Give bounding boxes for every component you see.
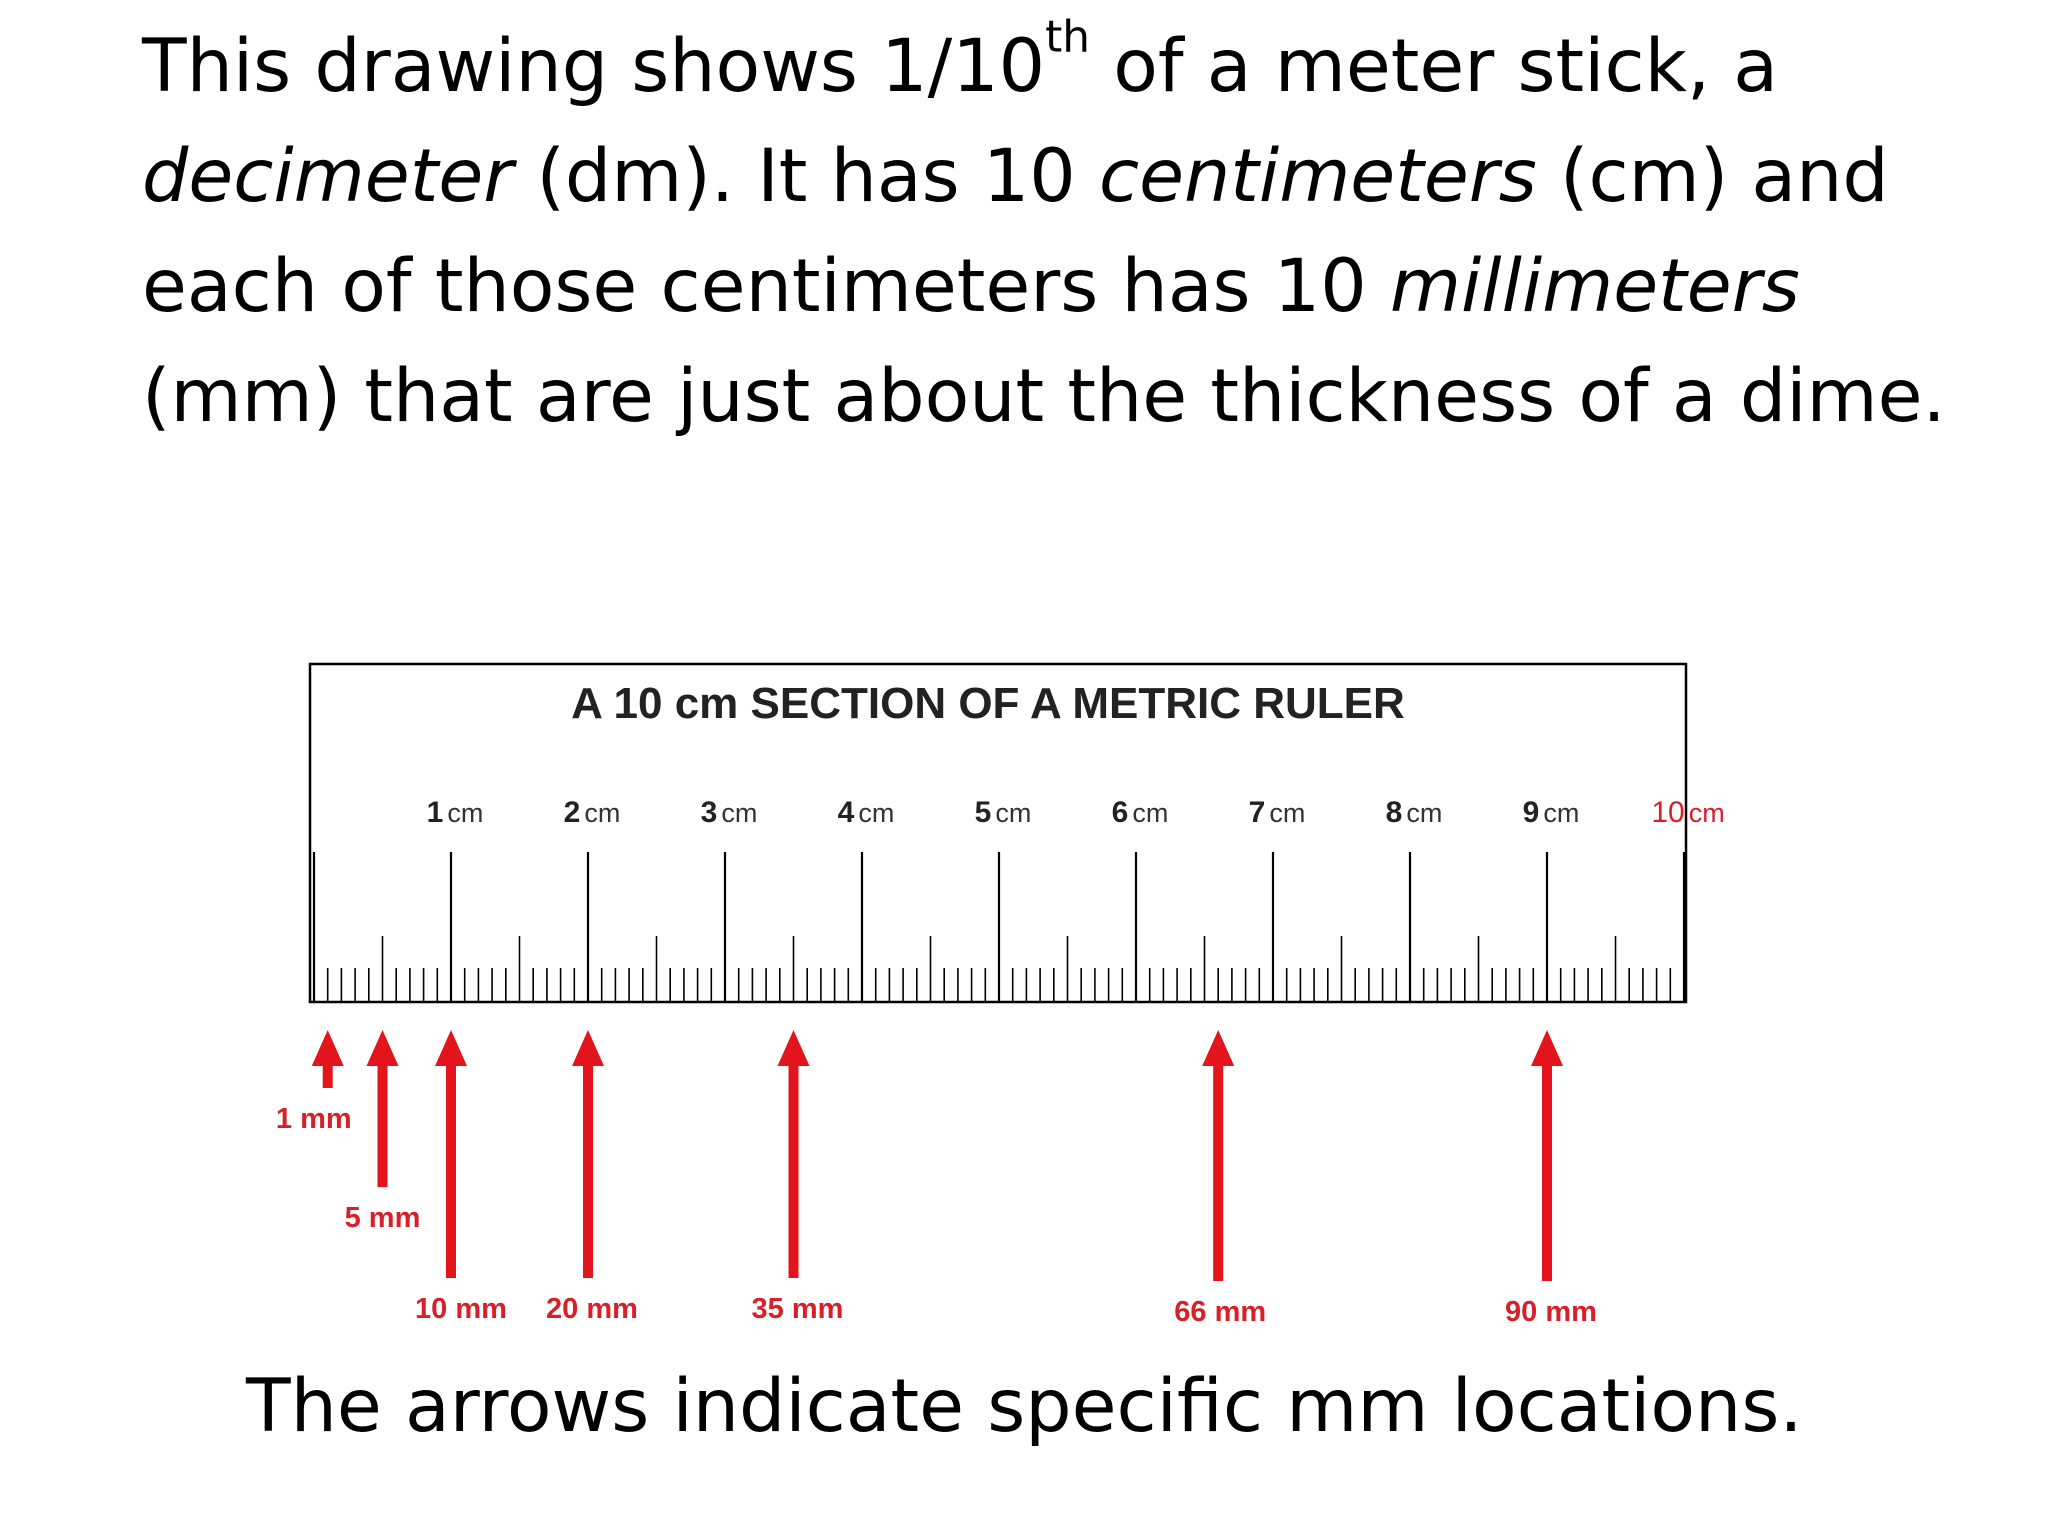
cm-label-1 [427, 796, 484, 829]
arrow-label-5mm: 5 mm [344, 1202, 421, 1234]
term-centimeters: centimeters [1098, 134, 1537, 219]
cm-label-number: 2 [563, 796, 581, 829]
arrow-head-35mm [778, 1030, 810, 1066]
cm-label-unit: cm [447, 798, 484, 828]
cm-label-number: 6 [1111, 796, 1129, 829]
arrow-head-90mm [1531, 1030, 1563, 1066]
cm-label-unit: cm [1269, 798, 1306, 828]
cm-label-9 [1523, 796, 1580, 829]
arrow-shaft-5mm [378, 1064, 388, 1187]
intro-text-2: of a meter stick, a [1090, 24, 1779, 109]
arrow-label-10mm: 10 mm [415, 1293, 507, 1325]
cm-label-10 [1651, 796, 1724, 829]
arrow-shaft-10mm [446, 1064, 456, 1278]
cm-label-unit: cm [995, 798, 1032, 828]
intro-text-5: (mm) that are just about the thickness of a dime. [142, 354, 1946, 439]
cm-label-unit: cm [858, 798, 895, 828]
arrow-shaft-66mm [1213, 1064, 1223, 1281]
cm-label-number: 4 [837, 796, 855, 829]
mm-arrows [276, 1030, 1597, 1328]
cm-labels [427, 796, 1725, 829]
arrow-shaft-1mm [323, 1064, 333, 1088]
cm-label-7 [1249, 796, 1306, 829]
arrow-shaft-20mm [583, 1064, 593, 1278]
cm-label-5 [975, 796, 1032, 829]
cm-label-number: 10 [1651, 796, 1685, 829]
arrow-head-20mm [572, 1030, 604, 1066]
cm-label-unit: cm [721, 798, 758, 828]
ruler-group [310, 664, 1725, 1002]
arrow-label-1mm: 1 mm [275, 1103, 352, 1135]
arrow-label-20mm: 20 mm [546, 1293, 638, 1325]
cm-label-2 [564, 796, 621, 829]
cm-label-number: 8 [1385, 796, 1403, 829]
cm-label-8 [1386, 796, 1443, 829]
cm-label-3 [701, 796, 758, 829]
cm-label-unit: cm [1688, 798, 1725, 828]
ruler-title: A 10 cm SECTION OF A METRIC RULER [571, 679, 1405, 728]
arrow-head-66mm [1202, 1030, 1234, 1066]
arrow-head-10mm [435, 1030, 467, 1066]
cm-label-number: 7 [1248, 796, 1266, 829]
cm-label-unit: cm [1406, 798, 1443, 828]
arrow-shaft-90mm [1542, 1064, 1552, 1281]
arrow-head-1mm [312, 1030, 344, 1066]
cm-label-6 [1112, 796, 1169, 829]
arrow-label-35mm: 35 mm [751, 1293, 844, 1325]
arrow-label-66mm: 66 mm [1174, 1296, 1267, 1328]
intro-superscript: th [1045, 11, 1091, 63]
term-decimeter: decimeter [142, 134, 514, 219]
arrow-label-90mm: 90 mm [1505, 1296, 1597, 1328]
intro-text-4: (cm) and each of those centimeters has 10 [142, 134, 1889, 329]
caption: The arrows indicate specific mm locations. [246, 1364, 1803, 1449]
intro-text-1: This drawing shows 1/10 [142, 24, 1046, 109]
cm-label-number: 1 [426, 796, 444, 829]
term-millimeters: millimeters [1389, 244, 1800, 329]
cm-label-4 [838, 796, 895, 829]
cm-label-unit: cm [1132, 798, 1169, 828]
ruler-ticks [314, 852, 1684, 1002]
cm-label-unit: cm [1543, 798, 1580, 828]
cm-label-number: 9 [1522, 796, 1540, 829]
arrow-head-5mm [367, 1030, 399, 1066]
intro-text-3: (dm). It has 10 [513, 134, 1099, 219]
cm-label-unit: cm [584, 798, 621, 828]
cm-label-number: 3 [700, 796, 718, 829]
cm-label-number: 5 [974, 796, 992, 829]
arrow-shaft-35mm [789, 1064, 799, 1278]
